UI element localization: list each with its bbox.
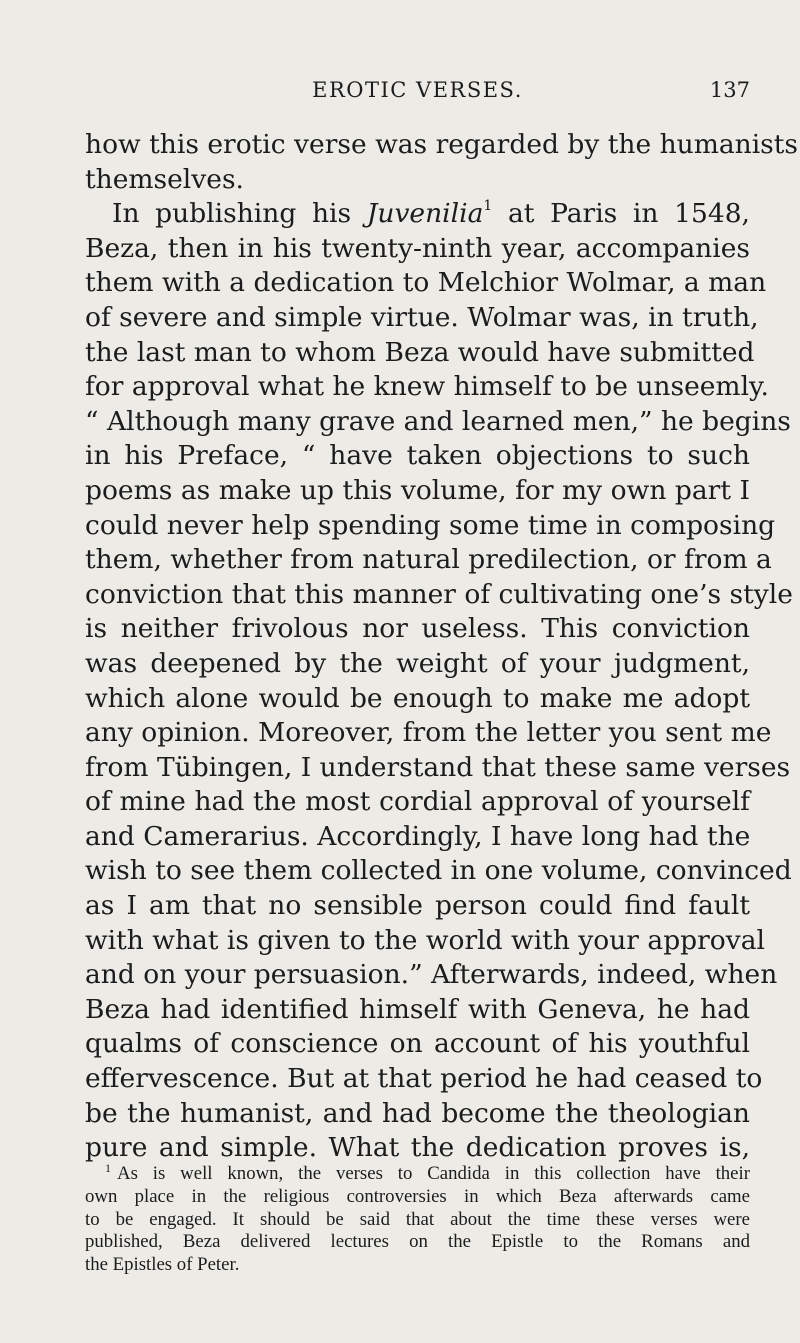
footnote (85, 1163, 750, 1277)
footnote-line: the Epistles of Peter. (85, 1254, 240, 1276)
text-line: which alone would be enough to make me adopt (85, 682, 750, 714)
text-line: themselves. (85, 163, 244, 195)
text-line: Beza, then in his twenty-ninth year, accompanies (85, 232, 750, 264)
text-line: and Camerarius. Accordingly, I have long had the (85, 820, 751, 852)
text-line: conviction that this manner of cultivating one’s style (85, 578, 793, 610)
text-line: the last man to whom Beza would have submitted (85, 336, 755, 368)
text-line: from Tübingen, I understand that these same verses (85, 751, 791, 783)
text-fragment: at Paris in 1548, (507, 198, 750, 230)
text-line: with what is given to the world with your approval (85, 924, 765, 956)
text-line: Beza had identified himself with Geneva, he had (85, 993, 750, 1025)
text-line: of severe and simple virtue. Wolmar was, in truth, (85, 301, 759, 333)
text-line: in his Preface, “ have taken objections to such (85, 440, 750, 472)
body-text (85, 128, 799, 1166)
text-line: “ Although many grave and learned men,” he begins (85, 405, 791, 437)
text-fragment: In publishing his (112, 198, 352, 230)
italic-title: Juvenilia (366, 198, 484, 230)
text-line: them, whether from natural predilection, or from a (85, 544, 772, 576)
footnote-line: published, Beza delivered lectures on the Epistle to the Romans and (85, 1231, 750, 1253)
footnote-line: own place in the religious controversies in which Beza afterwards came (85, 1185, 750, 1207)
text-line: how this erotic verse was regarded by the humanists (85, 129, 799, 160)
footnote-line (85, 1163, 750, 1186)
text-line: any opinion. Moreover, from the letter you sent me (85, 717, 772, 749)
text-line: pure and simple. What the dedication proves is, (85, 1132, 750, 1164)
footnote-line: to be engaged. It should be said that about the time these verses were (85, 1208, 750, 1230)
text-line (85, 197, 750, 232)
text-line: qualms of conscience on account of his youthful (85, 1028, 750, 1060)
text-line: wish to see them collected in one volume, convinced (85, 855, 792, 887)
text-line: of mine had the most cordial approval of yourself (85, 786, 750, 818)
footnote-reference: 1 (483, 198, 493, 215)
page-number: 137 (709, 78, 750, 102)
text-line: was deepened by the weight of your judgment, (85, 647, 750, 679)
text-line: effervescence. But at that period he had ceased to (85, 1063, 763, 1095)
text-line: is neither frivolous nor useless. This conviction (85, 613, 750, 645)
footnote-text: As is well known, the verses to Candida in this collection have their (117, 1163, 750, 1184)
text-line: as I am that no sensible person could find fault (85, 890, 750, 922)
text-line: poems as make up this volume, for my own part I (85, 474, 750, 506)
text-line: for approval what he knew himself to be unseemly. (85, 371, 769, 403)
text-line: and on your persuasion.” Afterwards, indeed, when (85, 959, 778, 991)
running-head (85, 78, 750, 110)
text-line: could never help spending some time in composing (85, 509, 776, 541)
text-line: be the humanist, and had become the theologian (85, 1097, 750, 1129)
text-line: them with a dedication to Melchior Wolmar, a man (85, 267, 767, 299)
footnote-marker: 1 (105, 1161, 111, 1175)
running-head-title: EROTIC VERSES. (312, 78, 523, 102)
